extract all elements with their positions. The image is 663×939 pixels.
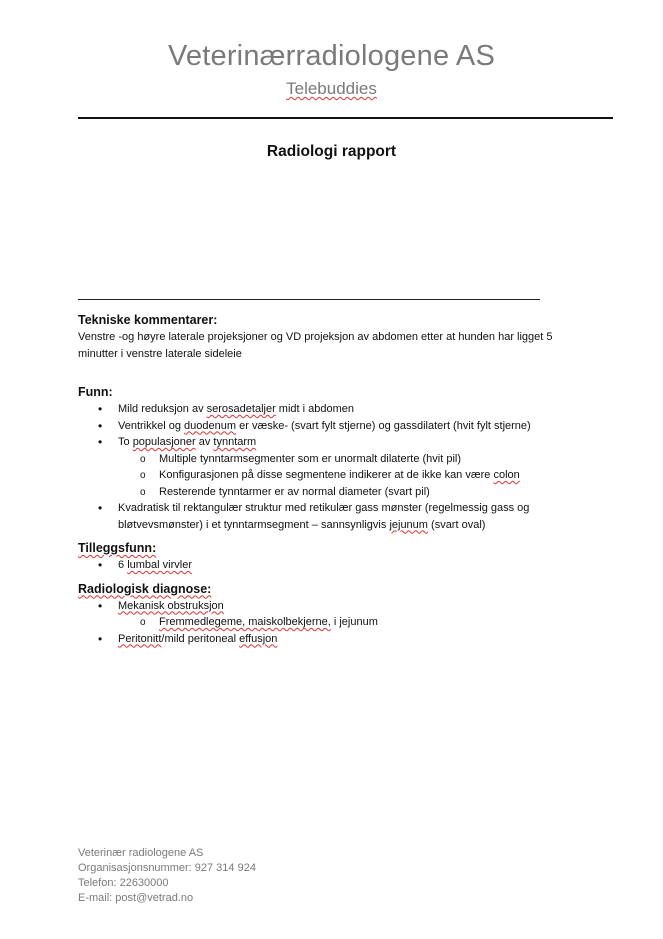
diagnosis-list [78,598,588,648]
footer-company: Veterinær radiologene AS [78,847,204,859]
item-text: av [195,436,214,448]
item-text: populasjoner [132,436,196,448]
subtitle-text: Telebuddies [286,79,377,98]
technical-text: Venstre -og høyre laterale projeksjoner og VD projeksjon av abdomen etter at hunden har ligget 5 minutter i venstre laterale sideleie [78,331,553,360]
sub-list-item [78,614,588,631]
footer-org-number: Organisasjonsnummer: 927 314 924 [78,862,256,874]
circle-bullet-icon [140,614,150,632]
footer-phone: Telefon: 22630000 [78,877,169,889]
item-text: Mild reduksjon av [118,403,207,415]
heading-text: Tilleggsfunn: [78,541,157,555]
technical-heading: Tekniske kommentarer: [78,313,218,327]
item-text: Fremmedlegeme, maiskolbekjerne, [159,616,331,628]
sub-list-item [78,451,588,468]
item-text: i jejunum [330,616,378,628]
company-name: Veterinærradiologene AS [167,40,496,72]
circle-bullet-icon [140,484,150,502]
list-item [78,631,588,648]
item-text: er væske- (svart fylt stjerne) og gassdilatert (hvit fylt stjerne) [236,419,531,432]
bullet-icon [98,418,108,436]
list-item [78,557,588,574]
separator-line [78,299,540,300]
additional-heading [78,540,588,557]
list-item [78,401,588,418]
bullet-icon [98,557,108,575]
item-text: serosadetaljer [206,403,276,415]
item-text: duodenum [184,419,237,432]
item-text: lumbal virvler [127,559,192,571]
bullet-icon [98,434,108,452]
report-title: Radiologi rapport [266,143,397,160]
report-body [78,312,588,647]
bullet-icon [98,631,108,649]
item-text: midt i abdomen [275,403,355,415]
header-divider [78,117,613,119]
findings-heading: Funn: [78,385,113,399]
item-text: To [118,436,133,448]
item-text: Konfigurasjonen på disse segmentene indikerer at de ikke kan være [159,469,494,481]
diagnosis-heading [78,581,588,598]
item-text: Peritonitt [118,632,162,645]
list-item [78,418,588,435]
sub-list-item [78,484,588,501]
item-text: effusjon [239,632,278,645]
item-text: /mild peritoneal [161,632,240,645]
item-text: Multiple tynntarmsegmenter som er unormalt dilaterte (hvit pil) [159,452,462,465]
footer-email: E-mail: post@vetrad.no [78,892,194,904]
circle-bullet-icon [140,467,150,485]
item-text: (svart oval) [427,518,486,531]
item-text: Kvadratisk til rektangulær struktur med retikulær gass mønster (regelmessig gass og bløtvevsmønster) i et tynntarmsegment – sannsynligvis [118,502,530,531]
sub-list-item [78,467,588,484]
bullet-icon [98,401,108,419]
bullet-icon [98,500,108,518]
item-text: colon [493,469,520,481]
item-text: Mekanisk obstruksjon [118,599,224,612]
item-text: 6 [118,559,128,571]
circle-bullet-icon [140,451,150,469]
page-footer [78,846,256,906]
additional-list [78,557,588,574]
heading-text: Radiologisk diagnose: [78,581,212,596]
bullet-icon [98,598,108,616]
findings-list [78,401,588,533]
item-text: Ventrikkel og [118,419,185,432]
list-item [78,500,588,533]
item-text: jejunum [389,518,428,531]
list-item [78,598,588,615]
list-item [78,434,588,451]
company-subtitle [0,79,663,99]
item-text: tynntarm [213,436,257,448]
item-text: Resterende tynntarmer er av normal diameter (svart pil) [159,485,430,498]
